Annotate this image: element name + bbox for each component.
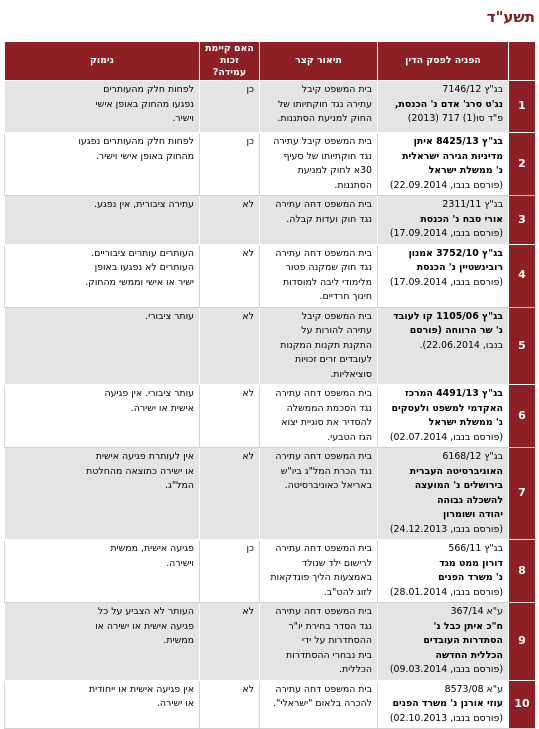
description-line: בית נבחרי ההסתדרות bbox=[286, 649, 372, 661]
case-reference-line: בג"ץ 6168/12 bbox=[442, 451, 503, 462]
description-line: נגד הכרת המל"ג ביו"ש bbox=[280, 465, 372, 477]
reasoning-line: העותר לא הצביע על כל bbox=[97, 606, 194, 617]
reasoning-line: ממשית. bbox=[163, 635, 194, 646]
description-line: בית המשפט דחה עתירה bbox=[275, 199, 372, 210]
reasoning-line: לפחות חלק מהעותרים נפגעו bbox=[78, 136, 194, 147]
reasoning-line: עותר ציבורי. אין פגיעה bbox=[104, 388, 194, 399]
case-reference-line: בנבו, 22.06.2014). bbox=[419, 339, 503, 351]
case-reference-cell bbox=[378, 680, 509, 729]
description-line: בית המשפט דחה עתירה bbox=[275, 388, 372, 399]
case-reference-line: רובינשטיין נ' הכנסת bbox=[416, 262, 503, 273]
case-reference-cell bbox=[378, 603, 509, 681]
reasoning-line: העותרים עותרים ציבוריים. bbox=[91, 247, 194, 259]
reasoning-line: אישית או ישירה. bbox=[130, 402, 194, 414]
reasoning-line: אין לעותרת פגיעה אישית bbox=[95, 451, 194, 462]
standing-cell: לא bbox=[200, 307, 260, 385]
description-line: נגד חוק שמקנה פטור bbox=[285, 262, 372, 273]
case-reference-line: עוזי אורנן נ' משרד הפנים bbox=[392, 698, 503, 709]
case-reference-line: בג"ץ 1105/06 קו לעובד bbox=[393, 310, 503, 322]
description-line: עתירה להורות על bbox=[301, 325, 372, 336]
row-number: 6 bbox=[509, 385, 536, 448]
reasoning-line: אין פגיעה אישית או ייחודית bbox=[89, 683, 194, 695]
short-description-cell bbox=[260, 448, 378, 540]
description-line: לזוג להט"ב. bbox=[323, 586, 372, 598]
row-number: 2 bbox=[509, 133, 536, 196]
description-line: סוציאליות. bbox=[330, 368, 372, 380]
case-reference-line: נ' ממשלת ישראל bbox=[428, 417, 503, 428]
case-reference-cell bbox=[378, 385, 509, 448]
standing-cell: כן bbox=[200, 540, 260, 603]
table-row bbox=[5, 133, 536, 196]
case-reference-line: (פורסם בנבו, 09.03.2014) bbox=[389, 664, 503, 675]
short-description-cell bbox=[260, 81, 378, 133]
case-reference-cell bbox=[378, 244, 509, 307]
header-standing: האם קיימת זכות עמידה? bbox=[200, 42, 260, 81]
reasoning-cell bbox=[5, 680, 200, 729]
reasoning-line: וישיר. bbox=[172, 113, 194, 124]
header-short-description: תיאור קצר bbox=[260, 42, 378, 81]
case-reference-line: אורי סבח נ' הכנסת bbox=[420, 213, 503, 225]
header-number bbox=[509, 42, 536, 81]
table-row bbox=[5, 385, 536, 448]
description-line: החוק למניעת הסתננות. bbox=[277, 113, 372, 124]
short-description-cell bbox=[260, 196, 378, 245]
description-line: הסתננות. bbox=[334, 179, 372, 191]
table-body bbox=[5, 81, 536, 729]
table-row bbox=[5, 307, 536, 385]
reasoning-line: עתירה ציבורית, אין נפגע. bbox=[94, 199, 194, 210]
table-row bbox=[5, 244, 536, 307]
standing-cell: לא bbox=[200, 196, 260, 245]
case-reference-line: בג"ץ 3752/10 אמנון bbox=[408, 247, 503, 259]
standing-cell: לא bbox=[200, 385, 260, 448]
case-reference-line: ע"א 8573/08 bbox=[444, 683, 503, 695]
description-line: להסדיר את סוגיית יצוא bbox=[281, 417, 372, 428]
description-line: מלימודי ליבה למוסדות bbox=[282, 276, 372, 288]
case-reference-line: דורון ממט מגד bbox=[439, 557, 503, 569]
short-description-cell bbox=[260, 540, 378, 603]
description-line: באמצעות הליך פונדקאות bbox=[270, 572, 372, 583]
case-reference-line: (פורסם בנבו, 02.07.2014) bbox=[389, 431, 503, 443]
case-reference-line: נ' שר הרווחה (פורסם bbox=[409, 325, 503, 336]
description-line: עתירה נגד חוקתיותו של bbox=[277, 98, 372, 110]
case-reference-line: (פורסם בנבו, 02.10.2013) bbox=[389, 712, 503, 724]
reasoning-line: וישירה. bbox=[166, 557, 194, 569]
standing-cell: כן bbox=[200, 81, 260, 133]
case-reference-line: האוניברסיטה העברית bbox=[409, 465, 503, 477]
case-reference-line: (פורסם בנבו, 17.09.2014) bbox=[389, 276, 503, 288]
case-reference-line: בג"ץ 4491/13 המרכז bbox=[404, 388, 503, 399]
case-reference-line: הכללית החדשה bbox=[435, 649, 503, 661]
standing-cell: לא bbox=[200, 603, 260, 681]
description-line: ההסתדרות על ידי bbox=[301, 635, 372, 646]
reasoning-cell bbox=[5, 603, 200, 681]
row-number: 9 bbox=[509, 603, 536, 681]
row-number: 1 bbox=[509, 81, 536, 133]
case-reference-cell bbox=[378, 196, 509, 245]
case-reference-line: פ"ד סו(1) 717 (2013) bbox=[407, 113, 503, 124]
case-reference-line: האקדמי למשפט ולעסקים bbox=[391, 402, 503, 414]
short-description-cell bbox=[260, 680, 378, 729]
case-reference-line: נג'ט סרג' אדם נ' הכנסת, bbox=[394, 98, 503, 110]
standing-cell: כן bbox=[200, 133, 260, 196]
case-reference-line: ח"כ איתן כבל נ' bbox=[433, 620, 503, 632]
header-reasoning: נימוק bbox=[5, 42, 200, 81]
reasoning-line: עותר ציבורי. bbox=[145, 310, 194, 322]
description-line: הגז הטבעי. bbox=[327, 431, 372, 443]
case-reference-line: בג"ץ 7146/12 bbox=[442, 84, 503, 95]
table-row bbox=[5, 448, 536, 540]
reasoning-line: פגיעה אישית או ישירה או bbox=[95, 620, 194, 632]
case-reference-line: ע"א 367/14 bbox=[450, 606, 503, 617]
description-line: לעובדים זרים זכויות bbox=[295, 354, 372, 365]
description-line: חינוך חרדיים. bbox=[319, 291, 372, 302]
case-reference-line: יהודה ושומרון bbox=[442, 509, 503, 520]
reasoning-cell bbox=[5, 448, 200, 540]
short-description-cell bbox=[260, 385, 378, 448]
reasoning-line: או ישירה. bbox=[156, 698, 194, 709]
case-reference-cell bbox=[378, 81, 509, 133]
description-line: בית המשפט דחה עתירה bbox=[275, 451, 372, 462]
description-line: נגד הסדר בחירת יו"ר bbox=[288, 620, 372, 632]
description-line: התקנת תקנות המקנות bbox=[280, 339, 372, 351]
description-line: בית המשפט דחה עתירה bbox=[275, 606, 372, 617]
case-reference-line: הסתדרות העובדים bbox=[423, 635, 503, 646]
case-reference-line: בירושלים נ' המועצה bbox=[414, 480, 503, 491]
description-line: נגד חוקתיותו של סעיף bbox=[283, 150, 372, 162]
table-row bbox=[5, 540, 536, 603]
reasoning-cell bbox=[5, 385, 200, 448]
case-reference-cell bbox=[378, 540, 509, 603]
case-reference-line: נ' משרד הפנים bbox=[438, 572, 503, 583]
reasoning-line: נפגעו מהחוק באופן אישי bbox=[95, 98, 194, 110]
row-number: 7 bbox=[509, 448, 536, 540]
description-line: לרישום ילד שנולד bbox=[301, 557, 372, 569]
row-number: 3 bbox=[509, 196, 536, 245]
short-description-cell bbox=[260, 603, 378, 681]
row-number: 8 bbox=[509, 540, 536, 603]
reasoning-line: ישיר או אישי וממשי מהחוק. bbox=[85, 276, 194, 288]
table-row bbox=[5, 680, 536, 729]
description-line: בית המשפט דחה עתירה bbox=[275, 543, 372, 554]
reasoning-line: פגיעה אישית, ממשית bbox=[110, 543, 194, 554]
table-row bbox=[5, 81, 536, 133]
row-number: 4 bbox=[509, 244, 536, 307]
case-reference-line: (פורסם בנבו, 22.09.2014) bbox=[389, 179, 503, 191]
short-description-cell bbox=[260, 307, 378, 385]
standing-cell: לא bbox=[200, 680, 260, 729]
row-number: 5 bbox=[509, 307, 536, 385]
description-line: נגד חוק ועדות קבלה. bbox=[286, 213, 372, 225]
case-reference-line: בג"ץ 8425/13 איתן bbox=[413, 136, 503, 147]
table-row bbox=[5, 196, 536, 245]
reasoning-line: העותרים לא נפגעו באופן bbox=[94, 262, 194, 273]
description-line: באריאל כאוניברסיטה. bbox=[284, 480, 372, 491]
reasoning-cell bbox=[5, 307, 200, 385]
case-reference-line: נ' ממשלת ישראל bbox=[428, 165, 503, 176]
description-line: בית המשפט דחה עתירה bbox=[275, 247, 372, 259]
case-reference-line: בג"ץ 2311/11 bbox=[442, 199, 503, 210]
short-description-cell bbox=[260, 244, 378, 307]
description-line: בית המשפט קיבל עתירה bbox=[273, 136, 372, 147]
table-header-row bbox=[5, 42, 536, 81]
case-reference-line: להשכלה גבוהה bbox=[437, 494, 503, 506]
header-case-reference: הפניה לפסק הדין bbox=[378, 42, 509, 81]
case-reference-line: (פורסם בנבו, 24.12.2013) bbox=[389, 523, 503, 535]
description-line: בית המשפט דחה עתירה bbox=[275, 683, 372, 695]
reasoning-cell bbox=[5, 244, 200, 307]
standing-cell: לא bbox=[200, 448, 260, 540]
case-reference-line: (פורסם בנבו, 17.09.2014) bbox=[389, 228, 503, 239]
case-reference-line: בג"ץ 566/11 bbox=[448, 543, 503, 554]
case-reference-cell bbox=[378, 448, 509, 540]
case-reference-line: (פורסם בנבו, 28.01.2014) bbox=[389, 586, 503, 598]
case-reference-cell bbox=[378, 307, 509, 385]
reasoning-cell bbox=[5, 133, 200, 196]
row-number: 10 bbox=[509, 680, 536, 729]
year-heading: תשע"ד bbox=[486, 8, 535, 26]
description-line: להכרה בלאום "ישראלי". bbox=[273, 698, 372, 709]
description-line: הכללית. bbox=[339, 664, 372, 675]
reasoning-line: המל"ג. bbox=[165, 480, 194, 491]
description-line: בית המשפט קיבל bbox=[301, 84, 372, 95]
short-description-cell bbox=[260, 133, 378, 196]
standing-cell: לא bbox=[200, 244, 260, 307]
reasoning-line: מהחוק באופן אישי וישיר. bbox=[95, 150, 194, 162]
reasoning-cell bbox=[5, 196, 200, 245]
table-row bbox=[5, 603, 536, 681]
reasoning-cell bbox=[5, 540, 200, 603]
case-reference-cell bbox=[378, 133, 509, 196]
rulings-table bbox=[4, 41, 536, 729]
description-line: בית המשפט קיבל bbox=[301, 310, 372, 322]
reasoning-cell bbox=[5, 81, 200, 133]
description-line: נגד הסכמת הממשלה bbox=[286, 402, 372, 414]
reasoning-line: או ישירה כתוצאה מהחלטת bbox=[86, 465, 194, 477]
case-reference-line: מדיניות הגירה ישראלית bbox=[402, 150, 503, 162]
reasoning-line: לפחות חלק מהעותרים bbox=[103, 84, 194, 95]
description-line: 30א לחוק למניעת bbox=[297, 165, 372, 176]
